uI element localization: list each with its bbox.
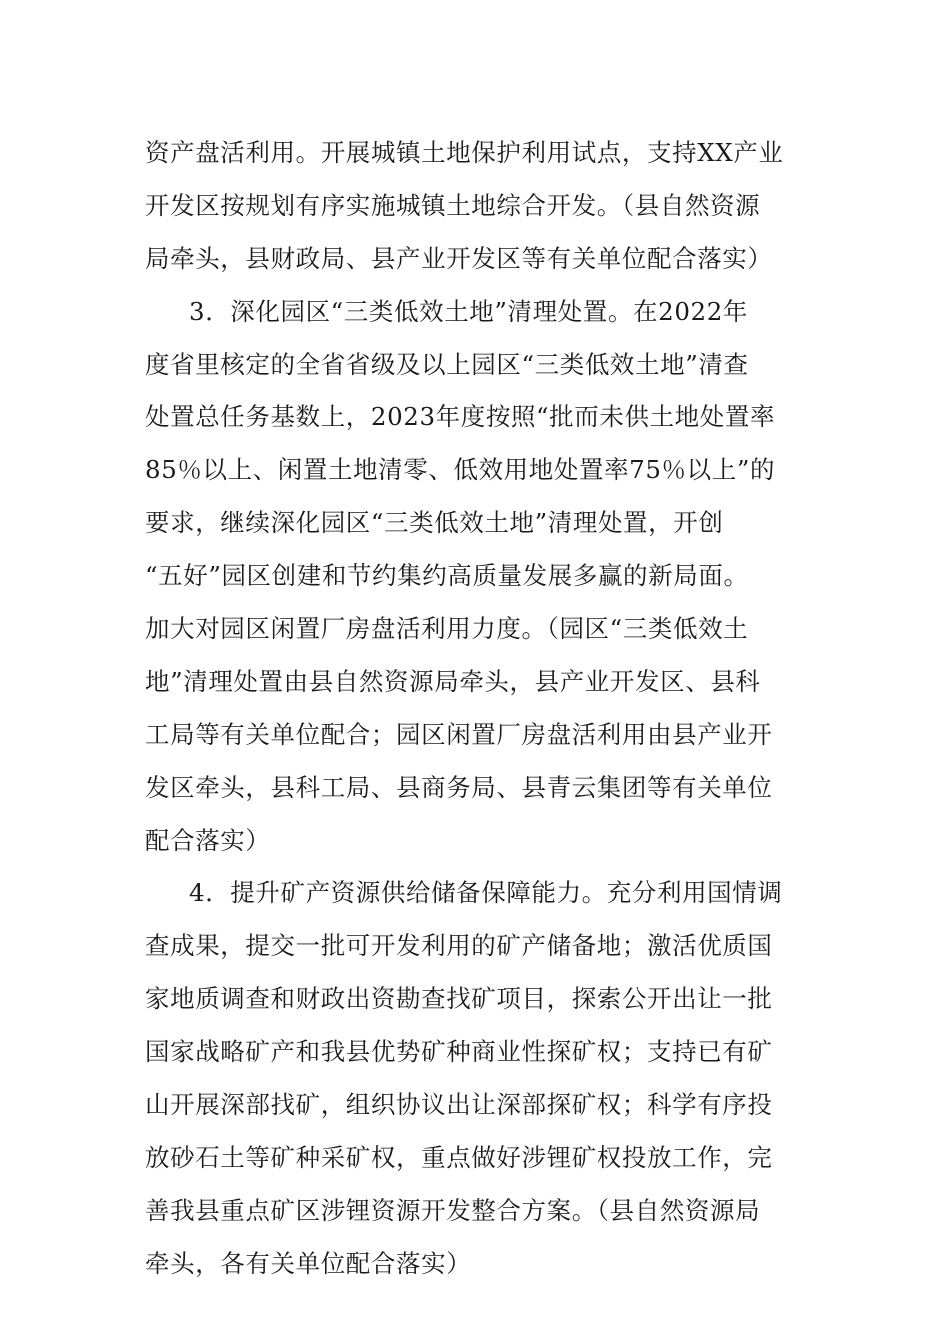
text-line: 开发区按规划有序实施城镇土地综合开发。（县自然资源 bbox=[145, 190, 761, 220]
text-line: 处置总任务基数上，2023年度按照“批而未供土地处置率 bbox=[145, 402, 776, 432]
text-line: 度省里核定的全省省级及以上园区“三类低效土地”清查 bbox=[145, 349, 749, 379]
text-line: 查成果，提交一批可开发利用的矿产储备地；激活优质国 bbox=[145, 931, 773, 961]
section-4-heading-line: 4．提升矿产资源供给储备保障能力。充分利用国情调 bbox=[189, 878, 783, 908]
text-line: 资产盘活利用。开展城镇土地保护利用试点，支持XX产业 bbox=[145, 138, 784, 167]
text-line: 局牵头，县财政局、县产业开发区等有关单位配合落实） bbox=[145, 243, 773, 273]
text-line: 善我县重点矿区涉锂资源开发整合方案。（县自然资源局 bbox=[145, 1195, 761, 1225]
text-line: 国家战略矿产和我县优势矿种商业性探矿权；支持已有矿 bbox=[145, 1037, 773, 1067]
text-line: 配合落实） bbox=[145, 825, 271, 855]
text-line: 要求，继续深化园区“三类低效土地”清理处置，开创 bbox=[145, 508, 724, 538]
text-line: 85％以上、闲置土地清零、低效用地处置率75％以上”的 bbox=[145, 455, 776, 485]
text-line: 加大对园区闲置厂房盘活利用力度。（园区“三类低效土 bbox=[145, 614, 749, 644]
text-line: 发区牵头，县科工局、县商务局、县青云集团等有关单位 bbox=[145, 772, 773, 802]
text-line: 地”清理处置由县自然资源局牵头，县产业开发区、县科 bbox=[145, 666, 761, 696]
text-line: “五好”园区创建和节约集约高质量发展多赢的新局面。 bbox=[145, 561, 749, 591]
text-line: 放砂石土等矿种采矿权，重点做好涉锂矿权投放工作，完 bbox=[145, 1142, 773, 1172]
text-line: 家地质调查和财政出资勘查找矿项目，探索公开出让一批 bbox=[145, 984, 773, 1014]
text-line: 牵头，各有关单位配合落实） bbox=[145, 1248, 472, 1278]
section-3-heading-line: 3．深化园区“三类低效土地”清理处置。在2022年 bbox=[189, 296, 748, 326]
document-body bbox=[145, 127, 805, 1291]
text-line: 工局等有关单位配合；园区闲置厂房盘活利用由县产业开 bbox=[145, 719, 773, 749]
text-line: 山开展深部找矿，组织协议出让深部探矿权；科学有序投 bbox=[145, 1090, 773, 1120]
